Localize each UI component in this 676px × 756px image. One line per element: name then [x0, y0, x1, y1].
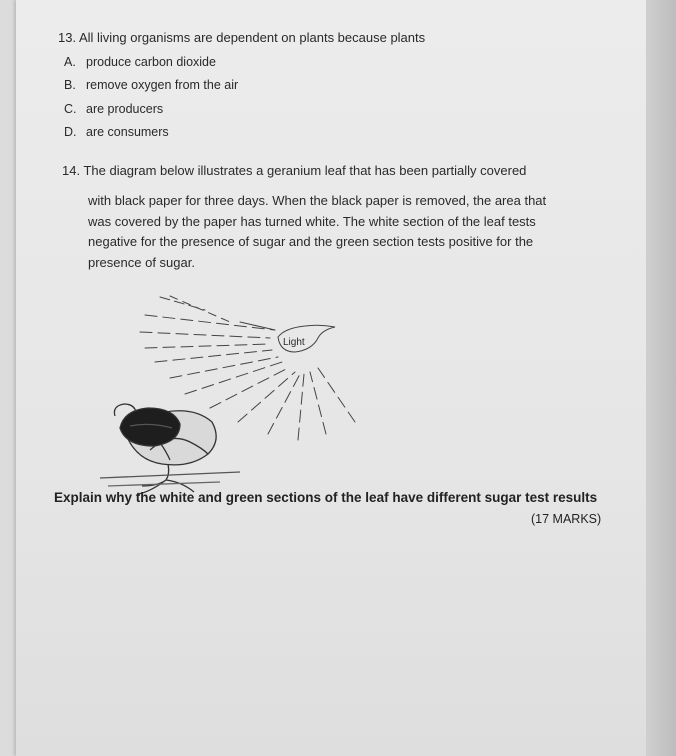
q13-option-d — [64, 125, 169, 139]
marks-label: (17 MARKS) — [531, 512, 602, 526]
question-14-line-5: presence of sugar. — [88, 255, 195, 270]
geranium-leaf-diagram — [90, 282, 380, 497]
background-edge — [646, 0, 676, 756]
option-text: produce carbon dioxide — [86, 55, 216, 69]
question-14-line-3: was covered by the paper has turned white. The white section of the leaf tests — [88, 214, 536, 229]
question-14-line-2: with black paper for three days. When the black paper is removed, the area that — [88, 193, 547, 208]
option-letter: D. — [64, 125, 77, 139]
q13-option-b — [64, 78, 238, 92]
question-14-line-4: negative for the presence of sugar and the green section tests positive for the — [88, 234, 534, 249]
option-text: are producers — [86, 102, 164, 116]
option-text: remove oxygen from the air — [86, 78, 239, 92]
light-label: Light — [283, 337, 305, 348]
option-letter: A. — [64, 55, 76, 69]
black-paper-cover — [120, 408, 180, 446]
q13-option-c — [64, 102, 163, 116]
option-text: are consumers — [86, 125, 169, 139]
question-14-line-1: 14. The diagram below illustrates a geranium leaf that has been partially covered — [62, 163, 527, 178]
explain-instruction: Explain why the white and green sections of the leaf have different sugar test results — [54, 490, 598, 505]
q13-option-a — [64, 55, 216, 69]
option-letter: C. — [64, 102, 77, 116]
question-13-stem: 13. All living organisms are dependent on plants because plants — [58, 30, 426, 45]
option-letter: B. — [64, 78, 76, 92]
